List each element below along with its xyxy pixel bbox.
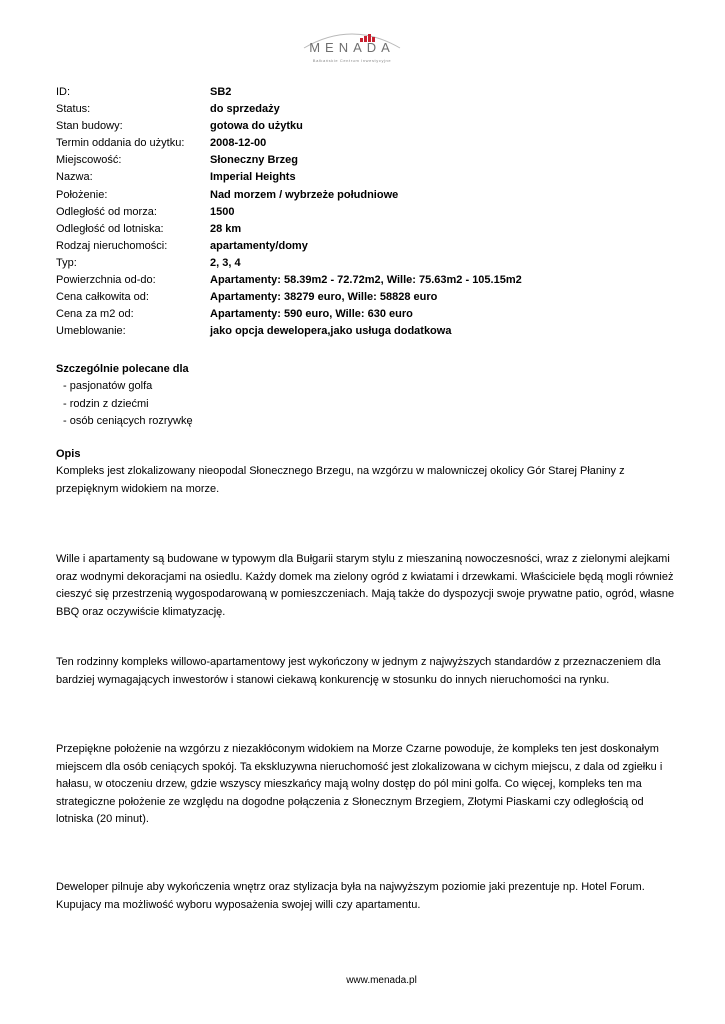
list-item: - rodzin z dziećmi bbox=[63, 397, 149, 410]
property-label: Cena za m2 od: bbox=[56, 308, 134, 321]
property-value: 2, 3, 4 bbox=[210, 256, 241, 269]
property-label: Odległość od lotniska: bbox=[56, 222, 164, 235]
footer-url: www.menada.pl bbox=[346, 975, 417, 986]
property-value: 28 km bbox=[210, 222, 242, 235]
property-label: Powierzchnia od-do: bbox=[56, 274, 156, 287]
list-item: - osób ceniących rozrywkę bbox=[63, 415, 193, 428]
property-value: 2008-12-00 bbox=[210, 137, 267, 150]
property-value: Apartamenty: 38279 euro, Wille: 58828 euro bbox=[210, 291, 438, 304]
property-label: Stan budowy: bbox=[56, 120, 123, 133]
description-paragraph: Deweloper pilnuje aby wykończenia wnętrz oraz stylizacja była na najwyższym poziomie jaki prezentuje np. Hotel Forum. Kupujacy ma możliwość wyboru wyposażenia swojej willi czy apartamentu. bbox=[56, 881, 645, 911]
property-value: Apartamenty: 590 euro, Wille: 630 euro bbox=[210, 308, 413, 321]
property-value: Apartamenty: 58.39m2 - 72.72m2, Wille: 75.63m2 - 105.15m2 bbox=[210, 274, 522, 287]
recommended-heading: Szczególnie polecane dla bbox=[56, 363, 189, 375]
description-heading: Opis bbox=[56, 448, 81, 460]
logo-tagline: Bałkańskie Centrum Inwestycyjne bbox=[312, 58, 392, 63]
property-label: Miejscowość: bbox=[56, 154, 122, 167]
property-label: Typ: bbox=[56, 256, 77, 269]
property-label: Rodzaj nieruchomości: bbox=[56, 239, 168, 252]
property-label: Umeblowanie: bbox=[56, 325, 126, 338]
property-value: Imperial Heights bbox=[210, 171, 296, 184]
property-value: Nad morzem / wybrzeże południowe bbox=[210, 188, 399, 201]
property-label: Odległość od morza: bbox=[56, 205, 157, 218]
description-paragraph: Przepiękne położenie na wzgórzu z niezakłóconym widokiem na Morze Czarne powoduje, że kompleks ten jest doskonałym miejscem dla osób ceniących spokój. Ta ekskluzywna nieruchomość jest zlokalizowana w cichym miejscu, z dala od zgiełku i hałasu, w otoczeniu drzew, gdzie wszyscy mieszkańcy mają wolny dostęp do pól mini golfa. Co więcej, kompleks ten ma strategiczne położenie ze względu na dogodne połączenia z Słonecznym Brzegiem, Złotymi Piaskami czy odległością od lotniska (20 minut). bbox=[56, 743, 663, 826]
property-label: Nazwa: bbox=[56, 171, 93, 184]
property-value: SB2 bbox=[210, 86, 232, 98]
property-label: Położenie: bbox=[56, 188, 108, 201]
property-label: ID: bbox=[56, 86, 71, 98]
property-value: apartamenty/domy bbox=[210, 239, 308, 252]
logo-wordmark: MENADA bbox=[309, 40, 395, 55]
property-value: do sprzedaży bbox=[210, 103, 280, 116]
description-paragraph: Ten rodzinny kompleks willowo-apartamentowy jest wykończony w jednym z najwyższych standardów z przeznaczeniem dla bardziej wymagających inwestorów i stanowi ciekawą konkurencję w stosunku do innych nieruchomości na rynku. bbox=[56, 656, 661, 686]
property-label: Termin oddania do użytku: bbox=[56, 137, 185, 150]
property-label: Status: bbox=[56, 103, 91, 116]
property-value: jako opcja dewelopera,jako usługa dodatkowa bbox=[210, 325, 452, 338]
recommended-section bbox=[56, 363, 193, 433]
description-paragraph: Kompleks jest zlokalizowany nieopodal Słonecznego Brzegu, na wzgórzu w malowniczej okolicy Gór Starej Płaniny z przepięknym widokiem na morze. bbox=[56, 465, 625, 495]
menada-logo bbox=[296, 26, 408, 70]
description-paragraph: Wille i apartamenty są budowane w typowym dla Bułgarii starym stylu z mieszaniną nowoczesności, wraz z zielonymi alejkami oraz wodnymi dekoracjami na osiedlu. Każdy domek ma zielony ogród z kwiatami i drzewkami. Właściciele będą mogli również cieszyć się przestrzenią wygospodarowaną w pomieszczeniach. Mają także do dyspozycji swoje prywatne patio, ogród, własne BBQ oraz oczywiście klimatyzację. bbox=[56, 553, 675, 618]
list-item: - pasjonatów golfa bbox=[63, 380, 153, 392]
property-value: Słoneczny Brzeg bbox=[210, 154, 299, 167]
property-label: Cena całkowita od: bbox=[56, 291, 149, 304]
property-value: 1500 bbox=[210, 205, 235, 218]
property-value: gotowa do użytku bbox=[210, 120, 303, 133]
